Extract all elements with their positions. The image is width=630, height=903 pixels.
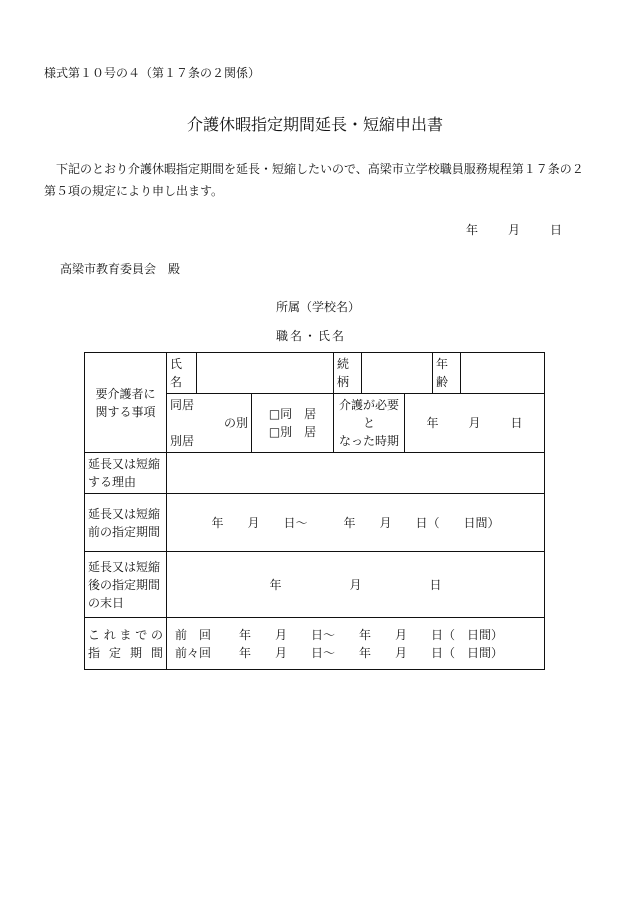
age-label: 年 齢	[433, 353, 461, 394]
history-field[interactable]	[167, 618, 545, 670]
period-before-field[interactable]: 年 月 日～ 年 月 日（ 日間）	[167, 494, 545, 552]
application-form-table	[84, 352, 545, 670]
care-start-date-field[interactable]: 年 月 日	[405, 394, 545, 453]
period-before-label: 延長又は短縮 前の指定期間	[85, 494, 167, 552]
name-field[interactable]	[197, 353, 334, 394]
reason-label: 延長又は短縮 する理由	[85, 453, 167, 494]
job-name-label: 職名・氏名	[276, 329, 347, 343]
previous-period-row: 前 回 年 月 日～ 年 月 日（ 日間）	[175, 627, 504, 642]
date-year-label: 年	[466, 223, 479, 237]
age-field[interactable]	[461, 353, 545, 394]
submission-date	[466, 221, 562, 238]
history-label: これまでの 指定期間	[85, 618, 167, 670]
reason-field[interactable]	[167, 453, 545, 494]
relation-label: 続 柄	[334, 353, 362, 394]
period-after-end-field[interactable]: 年 月 日	[167, 552, 545, 618]
request-statement: 下記のとおり介護休暇指定期間を延長・短縮したいので、高梁市立学校職員服務規程第１７条の２第５項の規定により申し出ます。	[44, 162, 584, 198]
separate-checkbox[interactable]: □別 居	[268, 425, 317, 439]
name-label: 氏 名	[167, 353, 197, 394]
cohabitation-label: 同居 の別 別居	[167, 394, 252, 453]
period-before-previous-row: 前々回 年 月 日～ 年 月 日（ 日間）	[175, 645, 504, 660]
form-number: 様式第１０号の４（第１７条の２関係）	[44, 66, 261, 80]
date-day-label: 日	[550, 223, 563, 237]
relation-field[interactable]	[362, 353, 433, 394]
date-month-label: 月	[508, 223, 521, 237]
care-recipient-header: 要介護者に 関する事項	[85, 353, 167, 453]
affiliation-label: 所属（学校名）	[276, 300, 361, 314]
care-start-label: 介護が必要と なった時期	[334, 394, 405, 453]
cohabitation-options[interactable]	[252, 394, 334, 453]
cohabiting-checkbox[interactable]: □同 居	[268, 407, 317, 421]
period-after-end-label: 延長又は短縮 後の指定期間 の末日	[85, 552, 167, 618]
document-title: 介護休暇指定期間延長・短縮申出書	[186, 115, 443, 134]
addressee: 高梁市教育委員会 殿	[60, 262, 181, 276]
